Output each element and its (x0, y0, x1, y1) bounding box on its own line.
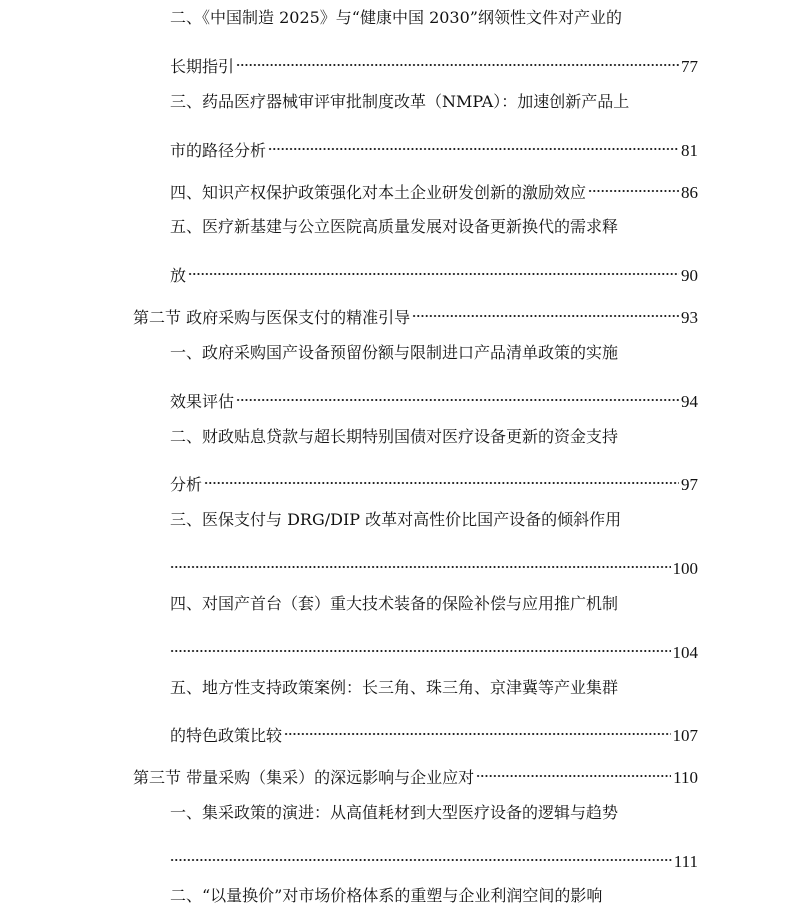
dot-leader (170, 843, 672, 867)
toc-section[interactable] (133, 759, 698, 787)
dot-leader (170, 550, 671, 574)
toc-section[interactable] (133, 299, 698, 327)
toc-entry[interactable] (170, 215, 698, 239)
toc-entry-text: 三、药品医疗器械审评审批制度改革（NMPA）：加速创新产品上 (170, 92, 630, 111)
toc-entry-text: 放 (170, 266, 187, 285)
toc-section-title: 第三节 带量采购（集采）的深远影响与企业应对 (133, 768, 475, 787)
dot-leader (284, 717, 670, 741)
toc-entry[interactable] (170, 466, 698, 494)
toc-entry[interactable] (170, 634, 698, 662)
page-number: 110 (673, 768, 698, 787)
page-number: 81 (681, 141, 698, 160)
toc-entry[interactable] (170, 717, 698, 745)
page-number: 90 (681, 266, 698, 285)
toc-entry[interactable] (170, 843, 698, 871)
toc-entry[interactable] (170, 257, 698, 285)
toc-entry[interactable] (170, 90, 698, 114)
toc-entry-text: 四、对国产首台（套）重大技术装备的保险补偿与应用推广机制 (170, 594, 619, 613)
toc-entry[interactable] (170, 884, 698, 908)
toc-entry-text: 分析 (170, 475, 203, 494)
toc-entry-text: 一、集采政策的演进：从高值耗材到大型医疗设备的逻辑与趋势 (170, 803, 619, 822)
page-number: 94 (681, 392, 698, 411)
page-number: 86 (681, 183, 698, 202)
page-number: 111 (673, 852, 698, 871)
dot-leader (412, 299, 679, 323)
page-number: 104 (672, 643, 698, 662)
toc-entry-text: 效果评估 (170, 392, 235, 411)
toc-entry-text: 三、医保支付与 DRG/DIP 改革对高性价比国产设备的倾斜作用 (170, 510, 622, 529)
toc-entry-text: 五、医疗新基建与公立医院高质量发展对设备更新换代的需求释 (170, 217, 619, 236)
toc-entry-text: 长期指引 (170, 57, 235, 76)
toc-entry[interactable] (170, 676, 698, 700)
dot-leader (268, 132, 679, 156)
dot-leader (476, 759, 671, 783)
dot-leader (236, 48, 679, 72)
page-number: 100 (672, 559, 698, 578)
toc-entry[interactable] (170, 383, 698, 411)
dot-leader (588, 174, 679, 198)
toc-entry[interactable] (170, 341, 698, 365)
toc-entry[interactable] (170, 6, 698, 30)
toc-entry-text: 一、政府采购国产设备预留份额与限制进口产品清单政策的实施 (170, 343, 619, 362)
toc-entry[interactable] (170, 174, 698, 202)
page-number: 93 (681, 308, 698, 327)
toc-entry[interactable] (170, 801, 698, 825)
toc-entry-text: 五、地方性支持政策案例：长三角、珠三角、京津冀等产业集群 (170, 678, 619, 697)
toc-entry[interactable] (170, 48, 698, 76)
toc-section-title: 第二节 政府采购与医保支付的精准引导 (133, 308, 411, 327)
toc-entry-text: 四、知识产权保护政策强化对本土企业研发创新的激励效应 (170, 183, 587, 202)
toc-entry-text: 二、《中国制造 2025》与“健康中国 2030”纲领性文件对产业的 (170, 8, 622, 27)
toc-entry-text: 二、财政贴息贷款与超长期特别国债对医疗设备更新的资金支持 (170, 427, 619, 446)
toc-entry[interactable] (170, 550, 698, 578)
toc-entry-text: 的特色政策比较 (170, 726, 283, 745)
toc-entry-text: 市的路径分析 (170, 141, 267, 160)
toc-entry[interactable] (170, 592, 698, 616)
toc-entry[interactable] (170, 425, 698, 449)
page-number: 77 (681, 57, 698, 76)
dot-leader (188, 257, 679, 281)
dot-leader (170, 634, 671, 658)
dot-leader (236, 383, 679, 407)
toc-entry[interactable] (170, 508, 698, 532)
page-number: 107 (672, 726, 698, 745)
toc-entry[interactable] (170, 132, 698, 160)
toc-entry-text: 二、“以量换价”对市场价格体系的重塑与企业利润空间的影响 (170, 886, 603, 905)
dot-leader (204, 466, 679, 490)
page-number: 97 (681, 475, 698, 494)
